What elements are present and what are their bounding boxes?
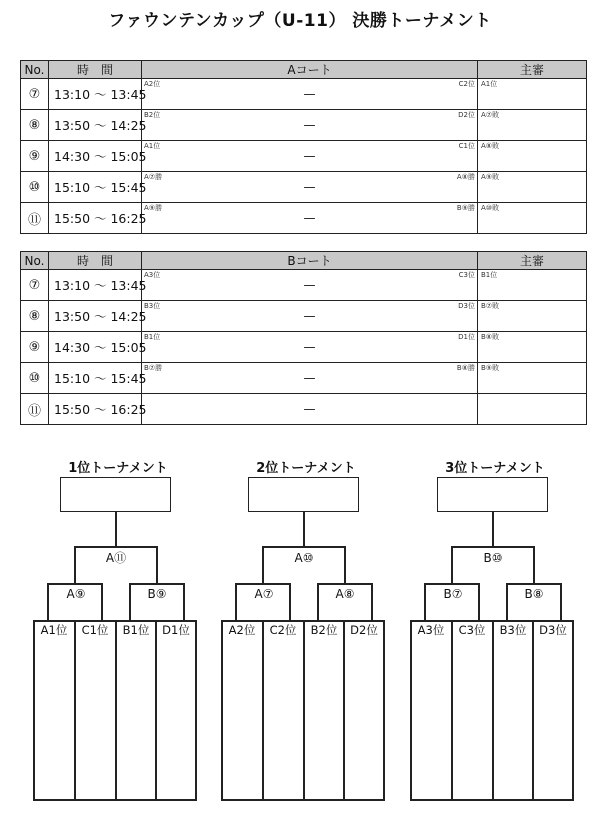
team-slot: D3位 xyxy=(539,623,567,637)
team-slot: A2位 xyxy=(228,623,256,637)
home-team: B2位 xyxy=(144,111,161,119)
page-title: ファウンテンカップ（U-11） 決勝トーナメント xyxy=(108,11,492,31)
team-slot: C2位 xyxy=(269,623,297,637)
score: — xyxy=(303,149,316,163)
home-team: A3位 xyxy=(144,271,161,279)
schedule-row xyxy=(21,394,587,425)
referee-cell xyxy=(478,301,587,332)
semifinal-right-label: A⑧ xyxy=(330,587,360,601)
match-cell xyxy=(142,363,478,394)
match-number: ⑩ xyxy=(21,363,49,394)
team-slot: C1位 xyxy=(81,623,109,637)
match-time: 14:30 〜 15:05 xyxy=(49,332,142,363)
schedule-row xyxy=(21,110,587,141)
semifinal-right-label: B⑨ xyxy=(142,587,172,601)
referee-cell xyxy=(478,363,587,394)
schedule-row xyxy=(21,270,587,301)
match-number: ⑨ xyxy=(21,332,49,363)
referee: B⑦敗 xyxy=(481,302,500,310)
header-time: 時 間 xyxy=(49,61,142,79)
home-team: A⑦勝 xyxy=(144,173,163,181)
header-referee: 主審 xyxy=(478,61,587,79)
referee-cell xyxy=(478,141,587,172)
score: — xyxy=(303,211,316,225)
bracket-title: 2位トーナメント xyxy=(256,461,356,476)
tournament-bracket xyxy=(221,455,391,805)
away-team: D3位 xyxy=(458,302,475,310)
team-slot: A1位 xyxy=(40,623,68,637)
match-cell xyxy=(142,141,478,172)
team-slot: C3位 xyxy=(458,623,486,637)
referee: A⑧敗 xyxy=(481,142,500,150)
referee: A⑦敗 xyxy=(481,111,500,119)
referee-cell xyxy=(478,203,587,234)
match-time: 13:10 〜 13:45 xyxy=(49,79,142,110)
header-no: No. xyxy=(21,252,49,270)
home-team: A2位 xyxy=(144,80,161,88)
team-slot: D1位 xyxy=(162,623,190,637)
schedule-row xyxy=(21,301,587,332)
header-referee: 主審 xyxy=(478,252,587,270)
referee: B1位 xyxy=(481,271,498,279)
away-team: C2位 xyxy=(458,80,475,88)
team-slot: B1位 xyxy=(122,623,150,637)
match-cell xyxy=(142,270,478,301)
away-team: D1位 xyxy=(458,333,475,341)
schedule-row xyxy=(21,79,587,110)
score: — xyxy=(303,402,316,416)
schedule-row xyxy=(21,203,587,234)
referee: B⑨敗 xyxy=(481,364,500,372)
schedule-row xyxy=(21,172,587,203)
match-cell xyxy=(142,394,478,425)
semifinal-left-label: A⑦ xyxy=(249,587,279,601)
match-cell xyxy=(142,301,478,332)
away-team: C3位 xyxy=(458,271,475,279)
score: — xyxy=(303,180,316,194)
header-court-b: Bコート xyxy=(142,252,478,270)
score: — xyxy=(303,340,316,354)
match-time: 13:10 〜 13:45 xyxy=(49,270,142,301)
final-match-label: A⑩ xyxy=(289,551,319,565)
home-team: A⑨勝 xyxy=(144,204,163,212)
match-number: ⑪ xyxy=(21,394,49,425)
court-b-schedule-table xyxy=(20,251,587,425)
match-time: 14:30 〜 15:05 xyxy=(49,141,142,172)
bracket-title: 3位トーナメント xyxy=(445,461,545,476)
winner-box xyxy=(60,477,171,512)
bracket-title: 1位トーナメント xyxy=(68,461,168,476)
match-cell xyxy=(142,332,478,363)
team-slot: B2位 xyxy=(310,623,338,637)
match-number: ⑩ xyxy=(21,172,49,203)
match-time: 15:50 〜 16:25 xyxy=(49,394,142,425)
home-team: B3位 xyxy=(144,302,161,310)
semifinal-left-label: B⑦ xyxy=(438,587,468,601)
score: — xyxy=(303,118,316,132)
referee-cell xyxy=(478,110,587,141)
referee-cell xyxy=(478,270,587,301)
team-slot: D2位 xyxy=(350,623,378,637)
semifinal-right-label: B⑧ xyxy=(519,587,549,601)
match-number: ⑪ xyxy=(21,203,49,234)
referee: A1位 xyxy=(481,80,498,88)
referee-cell xyxy=(478,394,587,425)
home-team: B1位 xyxy=(144,333,161,341)
match-time: 15:50 〜 16:25 xyxy=(49,203,142,234)
header-court-a: Aコート xyxy=(142,61,478,79)
match-time: 15:10 〜 15:45 xyxy=(49,363,142,394)
match-cell xyxy=(142,203,478,234)
referee: A⑩敗 xyxy=(481,204,500,212)
away-team: C1位 xyxy=(458,142,475,150)
schedule-row xyxy=(21,141,587,172)
court-a-schedule-table xyxy=(20,60,587,234)
match-cell xyxy=(142,172,478,203)
match-number: ⑦ xyxy=(21,79,49,110)
match-time: 15:10 〜 15:45 xyxy=(49,172,142,203)
match-number: ⑨ xyxy=(21,141,49,172)
semifinal-left-label: A⑨ xyxy=(61,587,91,601)
referee-cell xyxy=(478,332,587,363)
away-team: B⑨勝 xyxy=(456,204,475,212)
header-no: No. xyxy=(21,61,49,79)
match-number: ⑦ xyxy=(21,270,49,301)
score: — xyxy=(303,309,316,323)
away-team: B⑧勝 xyxy=(456,364,475,372)
referee-cell xyxy=(478,172,587,203)
header-time: 時 間 xyxy=(49,252,142,270)
match-number: ⑧ xyxy=(21,110,49,141)
schedule-row xyxy=(21,332,587,363)
match-time: 13:50 〜 14:25 xyxy=(49,110,142,141)
match-number: ⑧ xyxy=(21,301,49,332)
score: — xyxy=(303,278,316,292)
home-team: B⑦勝 xyxy=(144,364,163,372)
team-slot: A3位 xyxy=(417,623,445,637)
away-team: A⑧勝 xyxy=(456,173,475,181)
final-match-label: B⑩ xyxy=(478,551,508,565)
final-match-label: A⑪ xyxy=(101,551,131,565)
home-team: A1位 xyxy=(144,142,161,150)
winner-box xyxy=(437,477,548,512)
match-cell xyxy=(142,79,478,110)
schedule-row xyxy=(21,363,587,394)
team-slot: B3位 xyxy=(499,623,527,637)
tournament-bracket xyxy=(410,455,580,805)
referee-cell xyxy=(478,79,587,110)
referee: A⑨敗 xyxy=(481,173,500,181)
referee: B⑧敗 xyxy=(481,333,500,341)
away-team: D2位 xyxy=(458,111,475,119)
match-time: 13:50 〜 14:25 xyxy=(49,301,142,332)
winner-box xyxy=(248,477,359,512)
score: — xyxy=(303,87,316,101)
tournament-bracket xyxy=(33,455,203,805)
match-cell xyxy=(142,110,478,141)
score: — xyxy=(303,371,316,385)
